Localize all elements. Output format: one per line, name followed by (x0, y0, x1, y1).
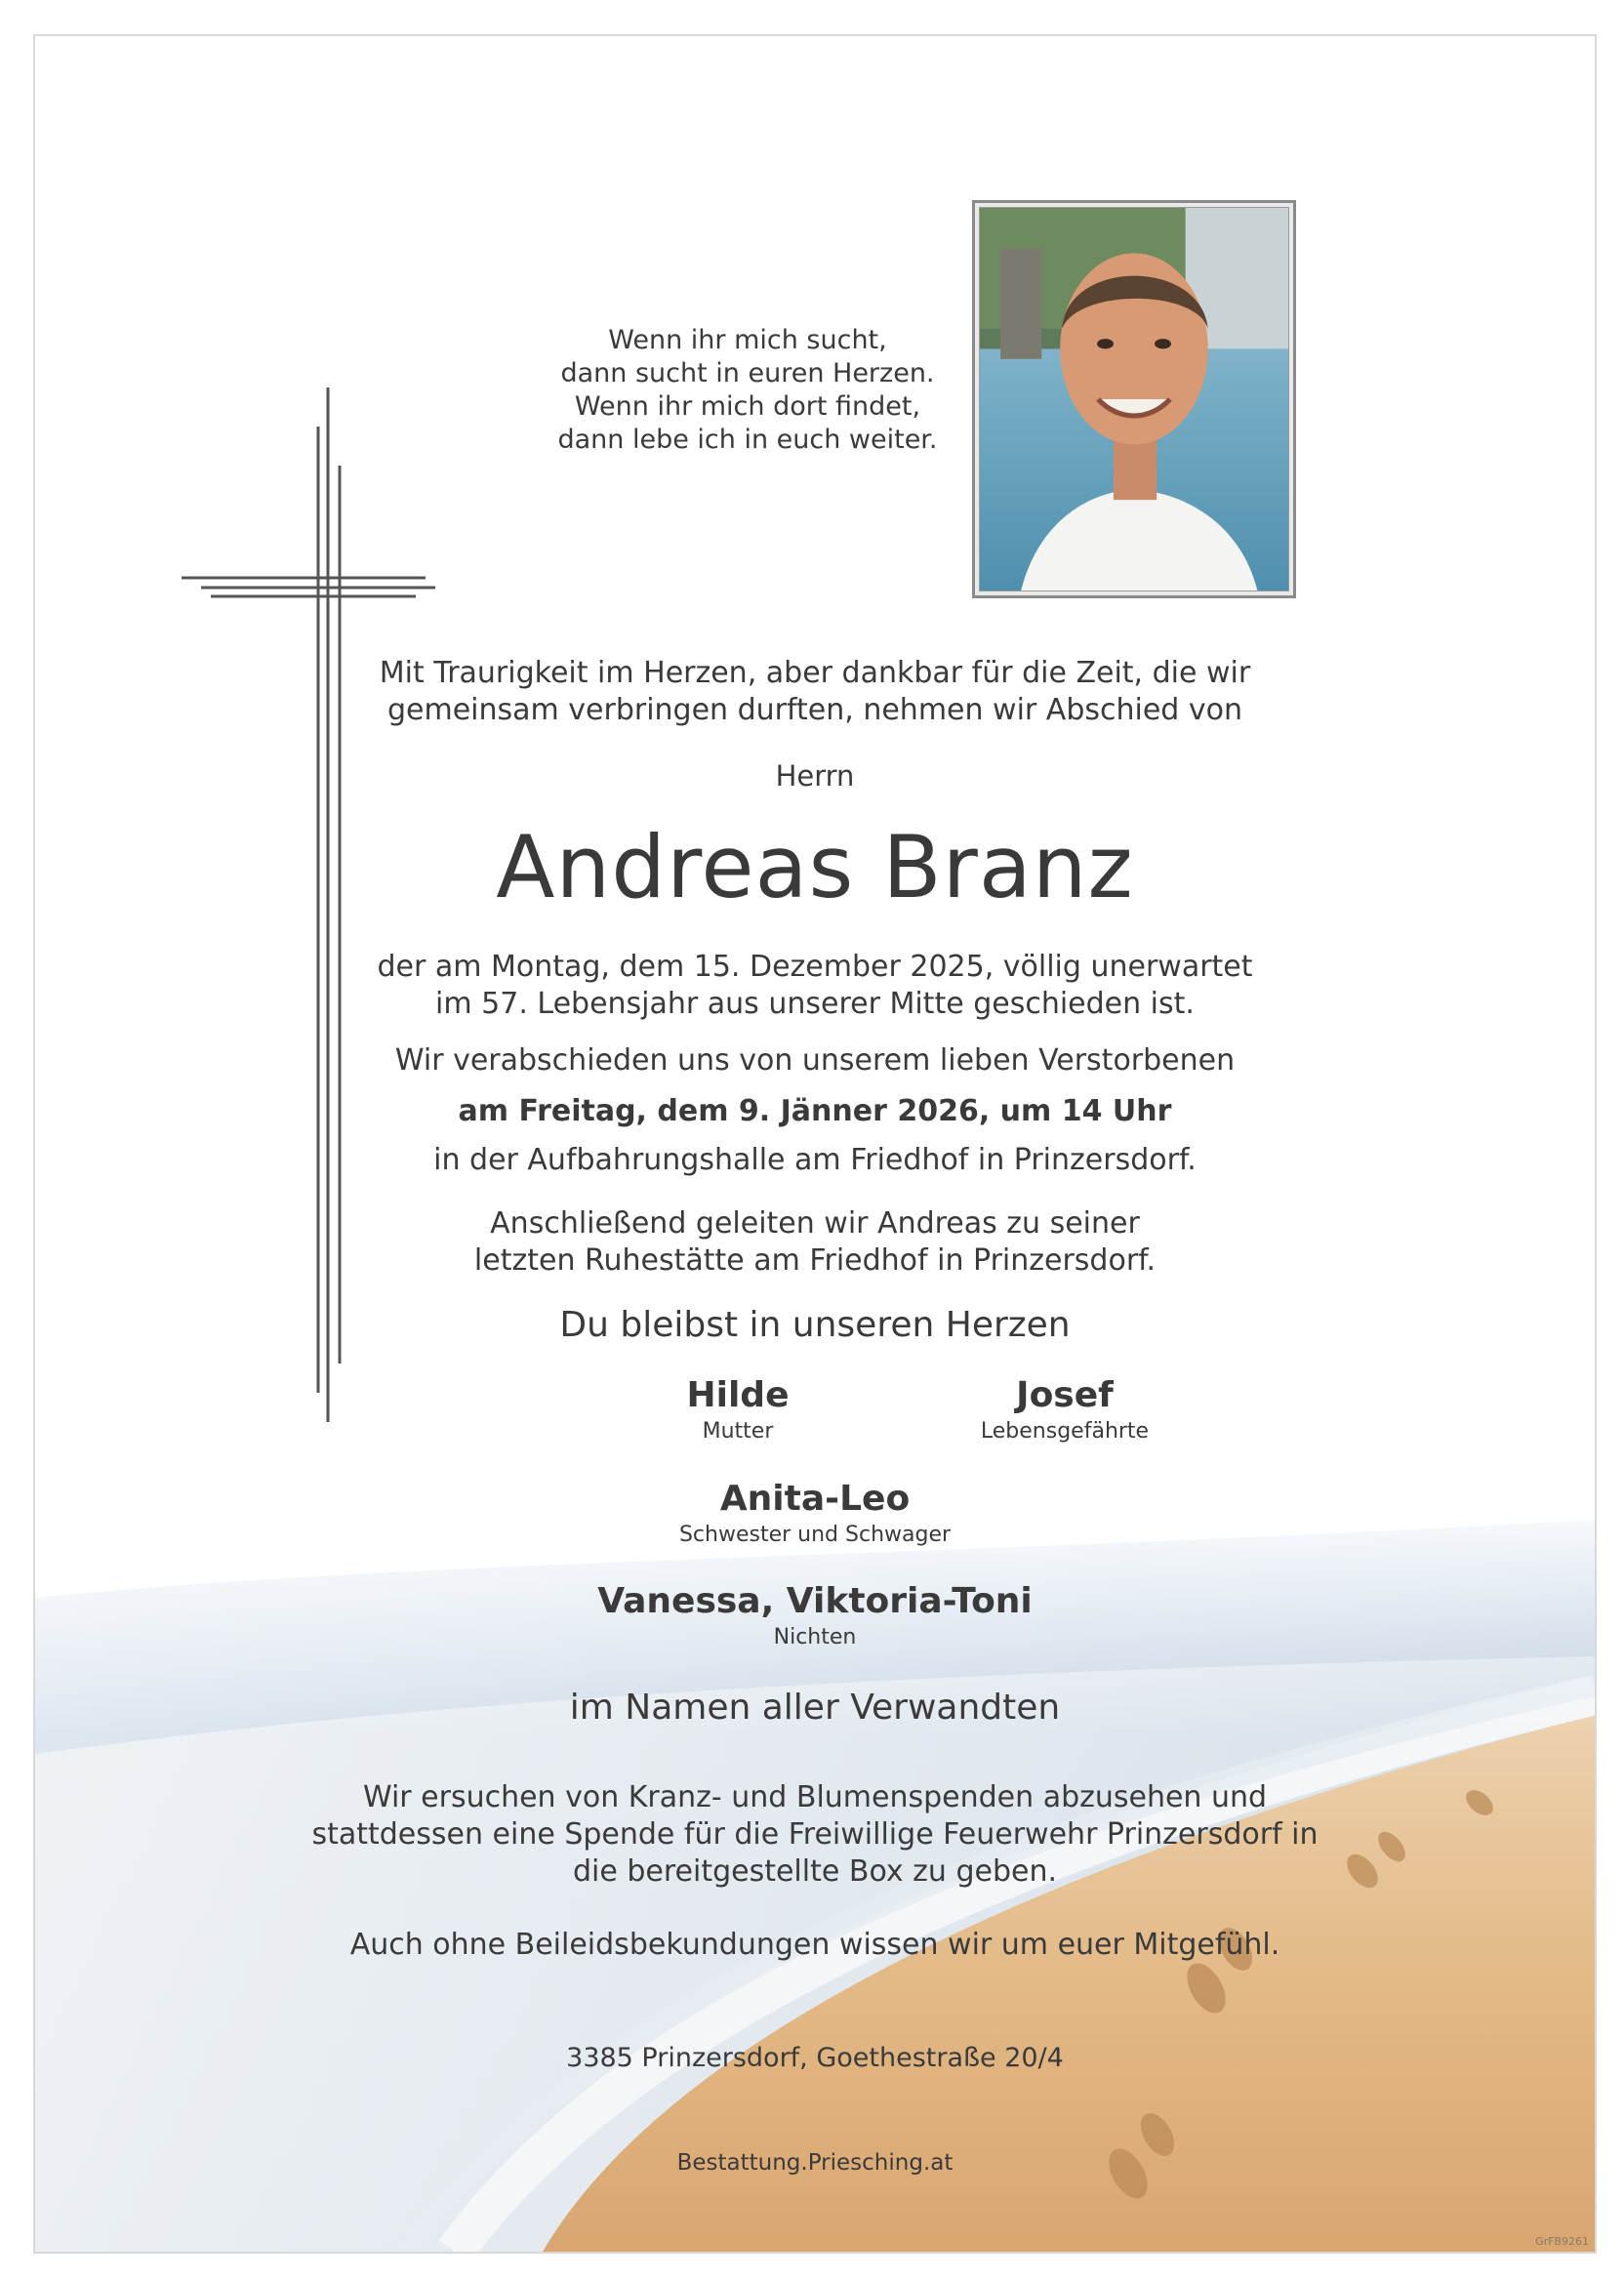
remembrance-line: Du bleibst in unseren Herzen (559, 1305, 1071, 1345)
portrait-photo-frame (972, 200, 1296, 598)
farewell-intro: Wir verabschieden uns von unserem lieben Verstorbenen (394, 1043, 1236, 1078)
sympathy-note: Auch ohne Beileidsbekundungen wissen wir um euer Mitgefühl. (349, 1928, 1280, 1962)
mourner-name: Vanessa, Viktoria-Toni (597, 1581, 1033, 1621)
intro-text (35, 655, 1595, 729)
death-notice (35, 949, 1595, 1023)
donation-request-line: die bereitgestellte Box zu geben. (572, 1854, 1058, 1889)
poem (484, 324, 1011, 457)
poem-line: Wenn ihr mich dort findet, (574, 391, 921, 422)
intro-line: gemeinsam verbringen durften, nehmen wir Abschied von (386, 693, 1242, 727)
farewell-place: in der Aufbahrungshalle am Friedhof in Prinzersdorf. (433, 1143, 1197, 1177)
mourner-name: Josef (1016, 1375, 1114, 1415)
mourner-relation: Nichten (773, 1625, 857, 1649)
donation-request (35, 1779, 1595, 1891)
burial-line: Anschließend geleiten wir Andreas zu seiner (490, 1206, 1140, 1241)
address: 3385 Prinzersdorf, Goethestraße 20/4 (566, 2043, 1064, 2073)
death-notice-line: im 57. Lebensjahr aus unserer Mitte geschieden ist. (435, 987, 1195, 1021)
salutation: Herrn (775, 759, 855, 793)
burial-text (35, 1205, 1595, 1280)
portrait-photo (979, 207, 1289, 591)
on-behalf-line: im Namen aller Verwandten (569, 1688, 1061, 1728)
mourner-relation: Schwester und Schwager (678, 1523, 952, 1547)
funeral-home-website[interactable]: Bestattung.Priesching.at (676, 2150, 954, 2176)
intro-line: Mit Traurigkeit im Herzen, aber dankbar für die Zeit, die wir (379, 656, 1251, 690)
poem-line: dann sucht in euren Herzen. (560, 358, 935, 388)
mourner-name: Anita-Leo (719, 1479, 911, 1519)
poem-line: Wenn ihr mich sucht, (608, 325, 887, 355)
mourner-name: Hilde (686, 1375, 790, 1415)
mourner-hilde (611, 1375, 865, 1444)
print-code: GrFB9261 (1535, 2235, 1589, 2248)
deceased-name: Andreas Branz (496, 817, 1134, 917)
mourner-relation: Mutter (702, 1419, 774, 1444)
mourner-relation: Lebensgefährte (980, 1419, 1150, 1444)
poem-line: dann lebe ich in euch weiter. (557, 425, 938, 455)
mourner-vanessa-viktoria-toni (35, 1581, 1595, 1649)
obituary-sheet (33, 34, 1597, 2254)
donation-request-line: stattdessen eine Spende für die Freiwillige Feuerwehr Prinzersdorf in (311, 1817, 1319, 1852)
burial-line: letzten Ruhestätte am Friedhof in Prinzersdorf. (473, 1243, 1157, 1278)
mourner-josef (933, 1375, 1197, 1444)
mourner-anita-leo (35, 1479, 1595, 1547)
death-notice-line: der am Montag, dem 15. Dezember 2025, völlig unerwartet (377, 950, 1253, 984)
donation-request-line: Wir ersuchen von Kranz- und Blumenspenden abzusehen und (362, 1780, 1268, 1814)
farewell-date: am Freitag, dem 9. Jänner 2026, um 14 Uhr (458, 1094, 1172, 1128)
